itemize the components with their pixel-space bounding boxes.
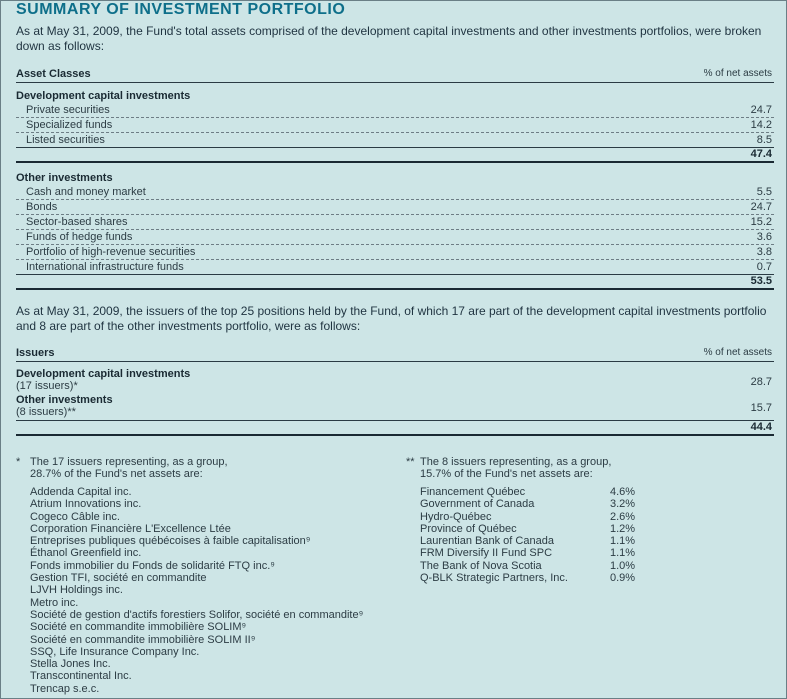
column-header-asset-classes: Asset Classes <box>16 68 91 80</box>
list-item: Cogeco Câble inc. <box>30 510 120 523</box>
list-item: Éthanol Greenfield inc. <box>30 547 142 560</box>
issuer-group-row: Other investments (8 issuers)** 15.7 <box>16 394 772 418</box>
list-item: Trencap s.e.c. <box>30 682 100 695</box>
list-item: Metro inc. <box>30 596 79 609</box>
table-row: International infrastructure funds 0.7 <box>26 261 772 273</box>
issuer-name: Financement Québec <box>420 486 526 498</box>
intro-paragraph-assets: As at May 31, 2009, the Fund's total assets comprised of the development capital investments and other investments portfolios, were broken down as follows: <box>16 24 762 53</box>
list-item: Corporation Financière L'Excellence Ltée <box>30 522 231 535</box>
page-title: SUMMARY OF INVESTMENT PORTFOLIO <box>16 1 346 18</box>
issuer-percent: 4.6% <box>610 486 636 498</box>
issuer-percent: 1.2% <box>610 522 636 535</box>
column-header-percent: % of net assets <box>703 347 772 358</box>
list-item: SSQ, Life Insurance Company Inc. <box>30 645 200 658</box>
list-item: Gestion TFI, société en commandite <box>30 572 207 585</box>
issuer-name: Province of Québec <box>420 522 517 535</box>
total-rule-thick <box>16 434 774 436</box>
list-item: Fonds immobilier du Fonds de solidarité FTQ inc.⁹ <box>30 559 275 572</box>
issuer-percent: 3.2% <box>610 498 636 511</box>
list-item: Société en commandite immobilière SOLIM II⁹ <box>30 633 256 646</box>
issuer-percent: 1.1% <box>610 535 636 548</box>
issuer-name: The Bank of Nova Scotia <box>420 559 542 572</box>
list-item: Atrium Innovations inc. <box>30 498 142 511</box>
asset-classes-table <box>16 68 774 290</box>
issuer-name: Q-BLK Strategic Partners, Inc. <box>420 572 568 585</box>
column-header-percent: % of net assets <box>703 68 772 79</box>
table-row: Funds of hedge funds 3.6 <box>26 231 772 243</box>
table-row: Sector-based shares 15.2 <box>26 216 772 228</box>
group-heading: Other investments <box>16 172 113 184</box>
issuer-name: Government of Canada <box>420 498 535 511</box>
table-row: Bonds 24.7 <box>26 201 772 213</box>
list-item: Société en commandite immobilière SOLIM⁹ <box>30 621 247 634</box>
list-item <box>420 486 720 498</box>
table-row: Listed securities 8.5 <box>26 134 772 146</box>
footnote-development: * The 17 issuers representing, as a group, 28.7% of the Fund's net assets are: <box>16 456 228 481</box>
development-issuers-list <box>30 486 390 695</box>
other-issuers-list <box>420 486 720 584</box>
intro-paragraph-issuers: As at May 31, 2009, the issuers of the top 25 positions held by the Fund, of which 17 are part of the development capital investments portfolio and 8 are part of the other investments portfolio, were as follows: <box>16 304 767 333</box>
total-row: 44.4 <box>750 421 772 433</box>
list-item: Transcontinental Inc. <box>30 670 132 683</box>
table-row: Specialized funds 14.2 <box>26 119 772 131</box>
issuer-name: FRM Diversify II Fund SPC <box>420 547 553 560</box>
list-item: LJVH Holdings inc. <box>30 584 123 597</box>
footnote-mark: * <box>16 456 21 468</box>
table-row: Private securities 24.7 <box>26 104 772 116</box>
footnote-mark: ** <box>406 456 415 468</box>
list-item <box>420 498 720 510</box>
list-item: Société de gestion d'actifs forestiers Solifor, société en commandite⁹ <box>30 608 364 621</box>
list-item <box>420 535 720 547</box>
issuer-percent: 1.1% <box>610 547 636 560</box>
column-header-issuers: Issuers <box>16 347 55 359</box>
issuer-percent: 0.9% <box>610 572 636 585</box>
table-header <box>16 68 774 82</box>
issuer-group-row: Development capital investments (17 issuers)* 28.7 <box>16 368 772 392</box>
list-item <box>420 572 720 584</box>
list-item: Entreprises publiques québécoises à faible capitalisation⁹ <box>30 535 311 548</box>
table-header <box>16 347 774 361</box>
footnote-other: ** The 8 issuers representing, as a group, 15.7% of the Fund's net assets are: <box>406 456 612 481</box>
table-row: Cash and money market 5.5 <box>26 186 772 198</box>
list-item: Addenda Capital inc. <box>30 486 132 498</box>
issuer-name: Laurentian Bank of Canada <box>420 535 554 548</box>
issuer-percent: 2.6% <box>610 510 636 523</box>
table-row: Portfolio of high-revenue securities 3.8 <box>26 246 772 258</box>
subtotal-row: 53.5 <box>750 275 772 287</box>
list-item <box>420 511 720 523</box>
issuer-name: Hydro-Québec <box>420 510 492 523</box>
list-item <box>420 560 720 572</box>
subtotal-rule-thick <box>16 288 774 290</box>
list-item <box>420 547 720 559</box>
issuers-table <box>16 347 774 436</box>
issuer-percent: 1.0% <box>610 559 636 572</box>
subtotal-row: 47.4 <box>750 148 772 160</box>
list-item: Stella Jones Inc. <box>30 658 111 671</box>
list-item <box>420 523 720 535</box>
group-heading: Development capital investments <box>16 90 191 102</box>
